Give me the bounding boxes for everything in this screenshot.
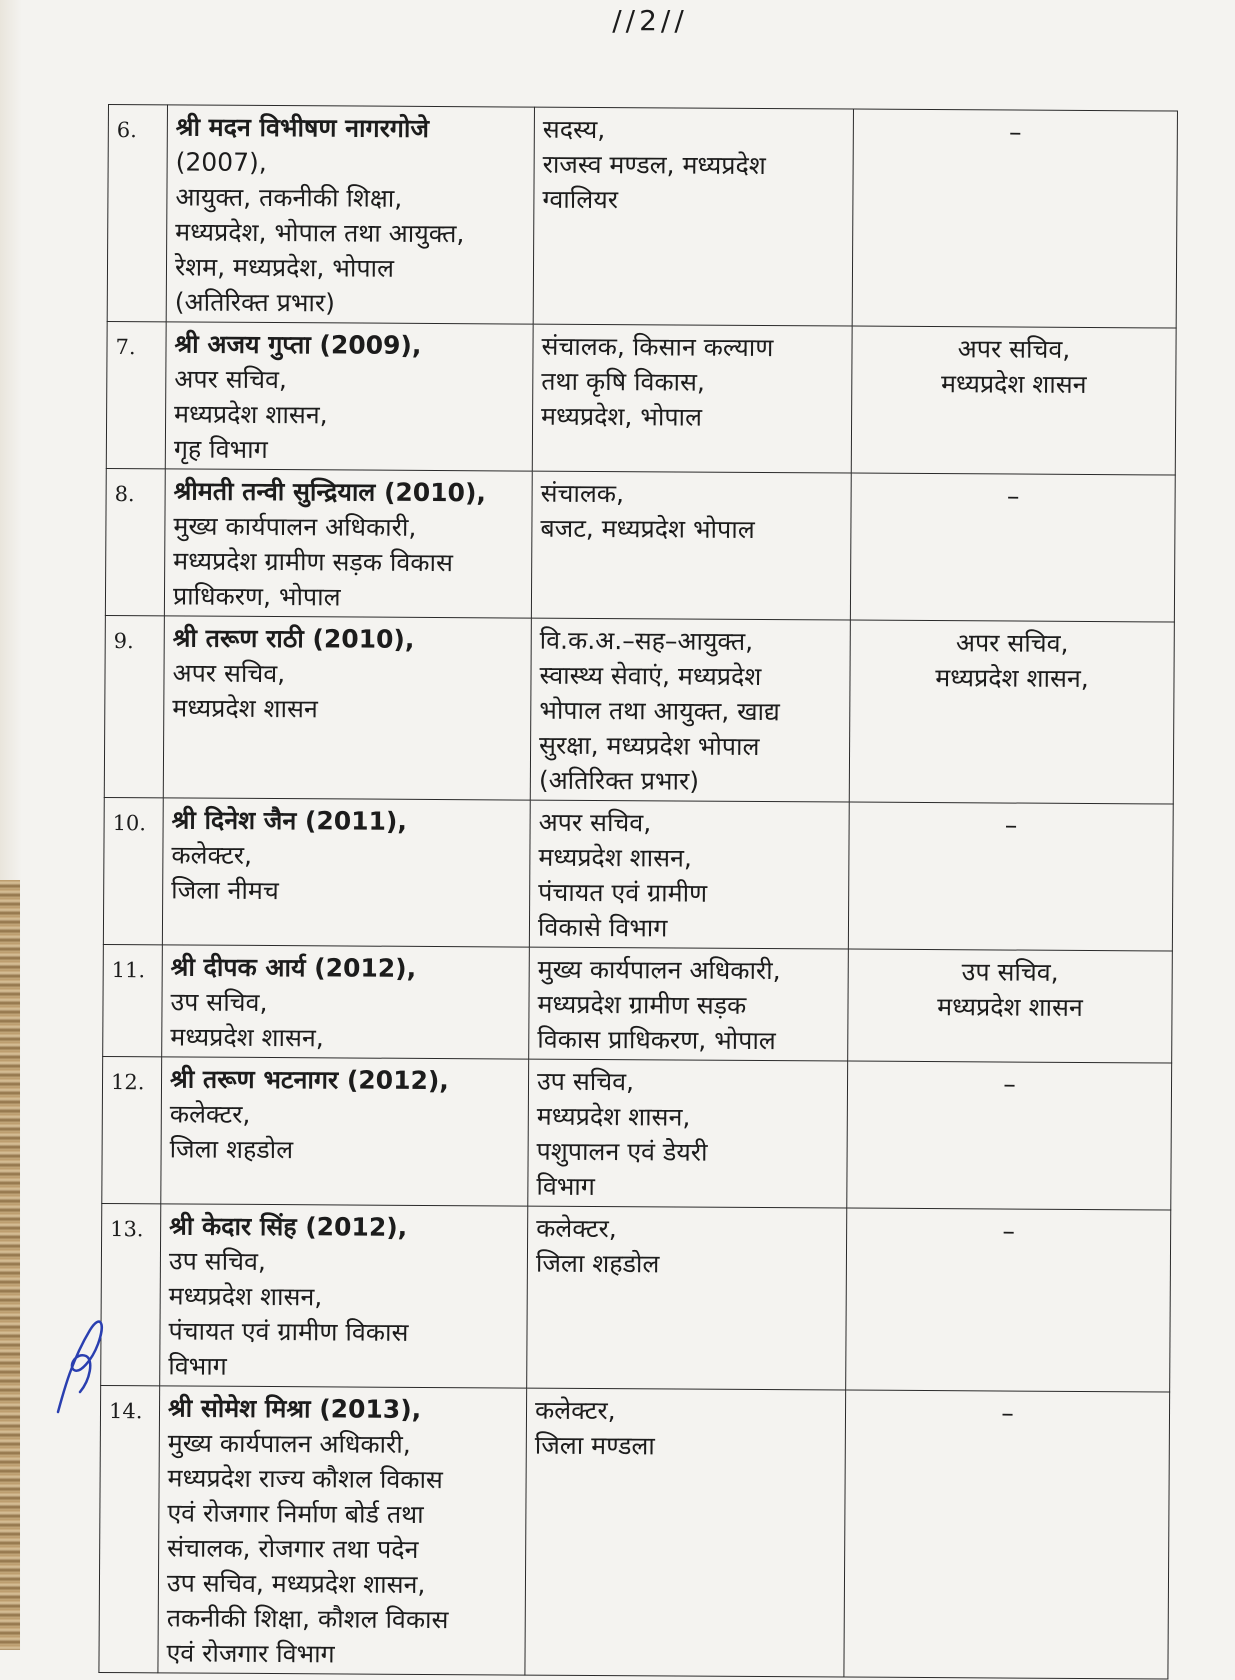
table-row <box>103 944 1173 1063</box>
new-posting-line: मध्यप्रदेश शासन, <box>536 1101 691 1132</box>
new-posting-cell <box>532 324 852 473</box>
new-posting-line: संचालक, <box>540 478 625 509</box>
officer-name-line: मध्यप्रदेश शासन <box>172 693 318 724</box>
officer-name-line: संचालक, रोजगार तथा पदेन <box>167 1533 419 1564</box>
officer-name-cell <box>161 1057 529 1206</box>
officer-name-line: श्री केदार सिंह (2012), <box>169 1211 408 1242</box>
officer-name-line: श्री तरूण राठी (2010), <box>172 623 415 654</box>
new-posting-line: मुख्य कार्यपालन अधिकारी, <box>537 954 781 986</box>
new-posting-cell <box>525 1388 846 1677</box>
new-posting-line: जिला शहडोल <box>535 1248 660 1279</box>
officer-name-line: विभाग <box>168 1351 227 1381</box>
serial-number-cell: 12. <box>102 1056 162 1203</box>
officer-name-cell <box>166 105 534 324</box>
serial-number-cell: 13. <box>101 1203 161 1385</box>
new-posting-line: संचालक, किसान कल्याण <box>541 331 774 363</box>
new-posting-cell <box>533 107 853 326</box>
new-posting-cell <box>529 800 849 949</box>
additional-charge-line: – <box>1006 481 1020 511</box>
background-texture <box>0 880 20 1650</box>
table-row <box>104 615 1174 804</box>
signature-mark <box>50 1300 110 1420</box>
additional-charge-cell <box>849 620 1174 804</box>
officer-name-line: मुख्य कार्यपालन अधिकारी, <box>173 511 417 542</box>
new-posting-line: राजस्व मण्डल, मध्यप्रदेश <box>542 149 766 181</box>
additional-charge-line: – <box>1002 1216 1015 1246</box>
officer-name-line: मध्यप्रदेश ग्रामीण सड़क विकास <box>173 546 453 578</box>
additional-charge-line: मध्यप्रदेश शासन <box>940 369 1087 399</box>
officer-name-cell <box>162 798 530 947</box>
officer-name-line: गृह विभाग <box>173 434 268 464</box>
new-posting-line: कलेक्टर, <box>536 1213 617 1244</box>
table-row <box>107 105 1177 329</box>
new-posting-cell <box>528 1059 848 1208</box>
officer-name-line: (अतिरिक्त प्रभार) <box>174 287 336 318</box>
officer-name-cell <box>164 469 532 618</box>
serial-number-cell: 6. <box>107 105 167 322</box>
officer-name-line: उप सचिव, मध्यप्रदेश शासन, <box>166 1568 426 1599</box>
officer-name-cell <box>158 1386 527 1675</box>
officer-name-line: उप सचिव, <box>168 1246 266 1276</box>
additional-charge-cell <box>846 1208 1171 1392</box>
new-posting-line: जिला मण्डला <box>534 1430 655 1461</box>
table-row <box>106 321 1176 475</box>
new-posting-line: सदस्य, <box>542 114 606 145</box>
additional-charge-cell <box>844 1390 1170 1679</box>
new-posting-line: सुरक्षा, मध्यप्रदेश भोपाल <box>539 730 760 761</box>
table-row <box>99 1385 1170 1679</box>
officer-name-line: (2007), <box>175 147 267 177</box>
officer-name-line: जिला नीमच <box>171 875 279 906</box>
additional-charge-cell <box>848 949 1173 1063</box>
additional-charge-line: – <box>1001 1398 1014 1428</box>
serial-number-cell: 11. <box>103 944 163 1056</box>
new-posting-line: मध्यप्रदेश, भोपाल <box>541 401 703 432</box>
officer-name-cell <box>162 945 530 1059</box>
officer-name-line: मध्यप्रदेश शासन, <box>174 399 328 430</box>
officer-name-line: कलेक्टर, <box>169 1099 251 1129</box>
new-posting-line: पशुपालन एवं डेयरी <box>536 1136 708 1167</box>
officer-name-line: श्री दिनेश जैन (2011), <box>171 805 407 836</box>
new-posting-line: पंचायत एवं ग्रामीण <box>538 877 708 908</box>
additional-charge-cell <box>850 473 1175 622</box>
new-posting-line: उप सचिव, <box>536 1066 635 1097</box>
table-row <box>103 797 1173 951</box>
additional-charge-cell <box>848 802 1173 951</box>
officer-name-line: मध्यप्रदेश, भोपाल तथा आयुक्त, <box>175 217 465 249</box>
new-posting-line: वि.क.अ.–सह–आयुक्त, <box>539 625 754 656</box>
table-row <box>101 1203 1171 1392</box>
additional-charge-line: मध्यप्रदेश शासन, <box>935 663 1089 694</box>
officer-name-line: पंचायत एवं ग्रामीण विकास <box>168 1316 409 1347</box>
officer-name-cell <box>163 616 531 800</box>
page-number: //2// <box>612 4 688 37</box>
transfer-order-table <box>98 104 1178 1680</box>
officer-name-line: श्री सोमेश मिश्रा (2013), <box>167 1393 422 1424</box>
officer-name-line: श्री अजय गुप्ता (2009), <box>174 329 422 360</box>
officer-name-line: मध्यप्रदेश शासन, <box>168 1281 323 1312</box>
additional-charge-line: – <box>1004 810 1018 840</box>
new-posting-cell <box>531 471 851 620</box>
new-posting-line: ग्वालियर <box>542 184 619 215</box>
additional-charge-line: उप सचिव, <box>961 957 1059 987</box>
officer-name-line: श्रीमती तन्वी सुन्द्रियाल (2010), <box>173 476 487 508</box>
officer-name-line: श्री दीपक आर्य (2012), <box>170 952 417 983</box>
additional-charge-line: अपर सचिव, <box>955 628 1069 658</box>
new-posting-line: तथा कृषि विकास, <box>541 366 706 397</box>
new-posting-line: मध्यप्रदेश शासन, <box>538 842 692 873</box>
new-posting-cell <box>530 618 850 802</box>
new-posting-line: मध्यप्रदेश ग्रामीण सड़क <box>537 989 747 1020</box>
additional-charge-line: – <box>1003 1069 1016 1099</box>
officer-name-line: एवं रोजगार निर्माण बोर्ड तथा <box>167 1498 424 1529</box>
new-posting-line: विकास प्राधिकरण, भोपाल <box>537 1024 776 1056</box>
serial-number-cell: 9. <box>104 615 164 797</box>
serial-number-cell: 7. <box>106 321 166 468</box>
officer-name-line: तकनीकी शिक्षा, कौशल विकास <box>166 1603 449 1635</box>
serial-number-cell: 14. <box>99 1385 160 1672</box>
additional-charge-line: – <box>1009 117 1022 147</box>
new-posting-line: (अतिरिक्त प्रभार) <box>538 765 700 796</box>
additional-charge-cell <box>847 1061 1172 1210</box>
serial-number-cell: 8. <box>105 468 165 615</box>
officer-name-line: मध्यप्रदेश शासन, <box>170 1022 324 1053</box>
officer-name-line: जिला शहडोल <box>169 1134 294 1165</box>
officer-name-line: मुख्य कार्यपालन अधिकारी, <box>167 1428 411 1459</box>
new-posting-line: बजट, मध्यप्रदेश भोपाल <box>540 513 755 544</box>
officer-name-line: मध्यप्रदेश राज्य कौशल विकास <box>167 1463 443 1495</box>
new-posting-line: कलेक्टर, <box>534 1395 616 1426</box>
officer-name-cell <box>165 322 533 471</box>
additional-charge-cell <box>852 109 1177 328</box>
officer-name-cell <box>160 1204 528 1388</box>
officer-name-line: रेशम, मध्यप्रदेश, भोपाल <box>174 252 395 283</box>
officer-name-line: एवं रोजगार विभाग <box>166 1638 335 1669</box>
additional-charge-line: मध्यप्रदेश शासन <box>937 992 1083 1022</box>
new-posting-line: विकासे विभाग <box>537 912 668 943</box>
officer-name-line: श्री तरूण भटनागर (2012), <box>169 1064 449 1096</box>
additional-charge-cell <box>851 326 1176 475</box>
table-row <box>105 468 1175 622</box>
serial-number-cell: 10. <box>103 797 163 944</box>
new-posting-line: अपर सचिव, <box>538 807 652 838</box>
officer-name-line: श्री मदन विभीषण नागरगोजे <box>175 112 430 143</box>
officer-name-line: प्राधिकरण, भोपाल <box>172 581 341 612</box>
new-posting-line: विभाग <box>536 1171 596 1201</box>
officer-name-line: उप सचिव, <box>170 987 268 1017</box>
officer-name-line: कलेक्टर, <box>171 840 253 870</box>
table-row <box>102 1056 1172 1210</box>
new-posting-cell <box>527 1206 847 1390</box>
new-posting-line: स्वास्थ्य सेवाएं, मध्यप्रदेश <box>539 660 762 692</box>
new-posting-line: भोपाल तथा आयुक्त, खाद्य <box>539 695 780 727</box>
additional-charge-line: अपर सचिव, <box>957 334 1071 364</box>
officer-name-line: अपर सचिव, <box>172 658 286 689</box>
new-posting-cell <box>529 947 849 1061</box>
officer-name-line: अपर सचिव, <box>174 364 287 395</box>
officer-name-line: आयुक्त, तकनीकी शिक्षा, <box>175 182 403 213</box>
